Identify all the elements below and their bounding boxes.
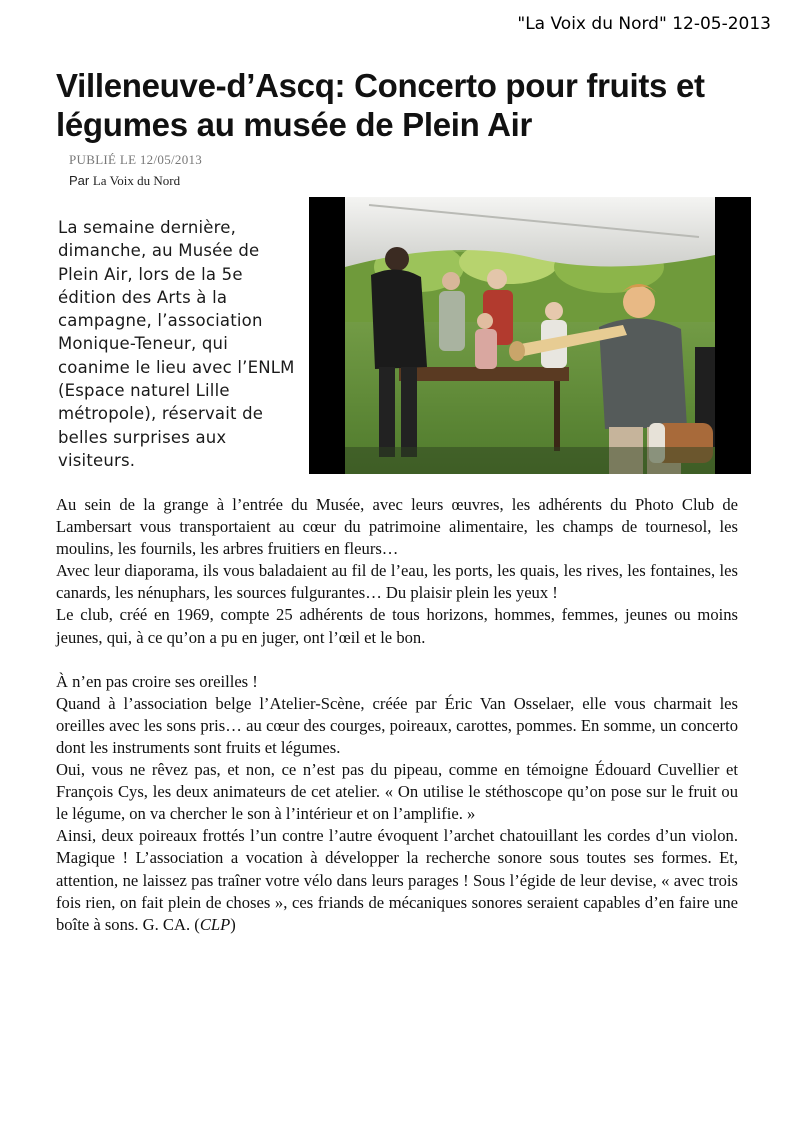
photo-credit: CLP <box>199 914 231 934</box>
closing-paragraph <box>56 825 738 935</box>
byline-prefix: Par <box>69 173 93 188</box>
publication-date: PUBLIÉ LE 12/05/2013 <box>69 152 203 167</box>
byline <box>69 173 180 189</box>
paragraph: Avec leur diaporama, ils vous baladaient au fil de l’eau, les ports, les quais, les rives, les fontaines, les canards, les nénuphars, les sources fulgurantes… Du plaisir plein les yeux ! <box>56 561 738 603</box>
article-photo <box>309 197 751 474</box>
paragraph: Quand à l’association belge l’Atelier-Scène, créée par Éric Van Osselaer, elle vous charmait les oreilles avec les sons pris… au cœur des courges, poireaux, carottes, pommes. En somme, un concerto dont les instruments sont fruits et légumes. <box>56 693 738 757</box>
paragraph: Oui, vous ne rêvez pas, et non, ce n’est pas du pipeau, comme en témoigne Édouard Cuvellier et François Cys, les deux animateurs de cet atelier. « On utilise le stéthoscope qu’on pose sur le fruit ou le légume, on va chercher le son à l’intérieur et on l’amplifie. » <box>56 760 738 824</box>
paragraph: Au sein de la grange à l’entrée du Musée, avec leurs œuvres, les adhérents du Photo Club de Lambersart vous transportaient au cœur du patrimoine alimentaire, les champs de tournesol, les moulins, les fournils, les arbres fruitiers en fleurs… <box>56 495 738 559</box>
article-lead: La semaine dernière, dimanche, au Musée de Plein Air, lors de la 5e édition des Arts à la campagne, l’association Monique-Teneur, qui coanime le lieu avec l’ENLM (Espace naturel Lille métropole), réservait de belles surprises aux visiteurs. <box>58 218 295 470</box>
paragraph-text: Ainsi, deux poireaux frottés l’un contre l’autre évoquent l’archet chatouillant les cordes d’un violon. Magique ! L’association a vocation à développer la recherche sonore sous toutes ses formes. Et, attention, ne laissez pas traîner votre vélo dans leurs parages ! Sous l’égide de leur devise, « avec trois fois rien, on fait plein de choses », ces friands de mécaniques sonores seraient capables d’en faire une boîte à sons. G. CA. ( <box>56 826 738 934</box>
article-headline: Villeneuve-d’Ascq: Concerto pour fruits et légumes au musée de Plein Air <box>56 67 705 143</box>
paragraph: Le club, créé en 1969, compte 25 adhérents de tous horizons, hommes, femmes, jeunes ou moins jeunes, qui, à ce qu’on a pu en juger, ont l’œil et le bon. <box>56 605 738 647</box>
closing-paren: ) <box>230 914 236 934</box>
article-body <box>56 494 738 936</box>
section-subheading: À n’en pas croire ses oreilles ! <box>56 671 258 691</box>
byline-author: La Voix du Nord <box>92 173 181 188</box>
source-label: "La Voix du Nord" 12-05-2013 <box>517 14 771 34</box>
paragraph-spacer <box>56 649 738 671</box>
